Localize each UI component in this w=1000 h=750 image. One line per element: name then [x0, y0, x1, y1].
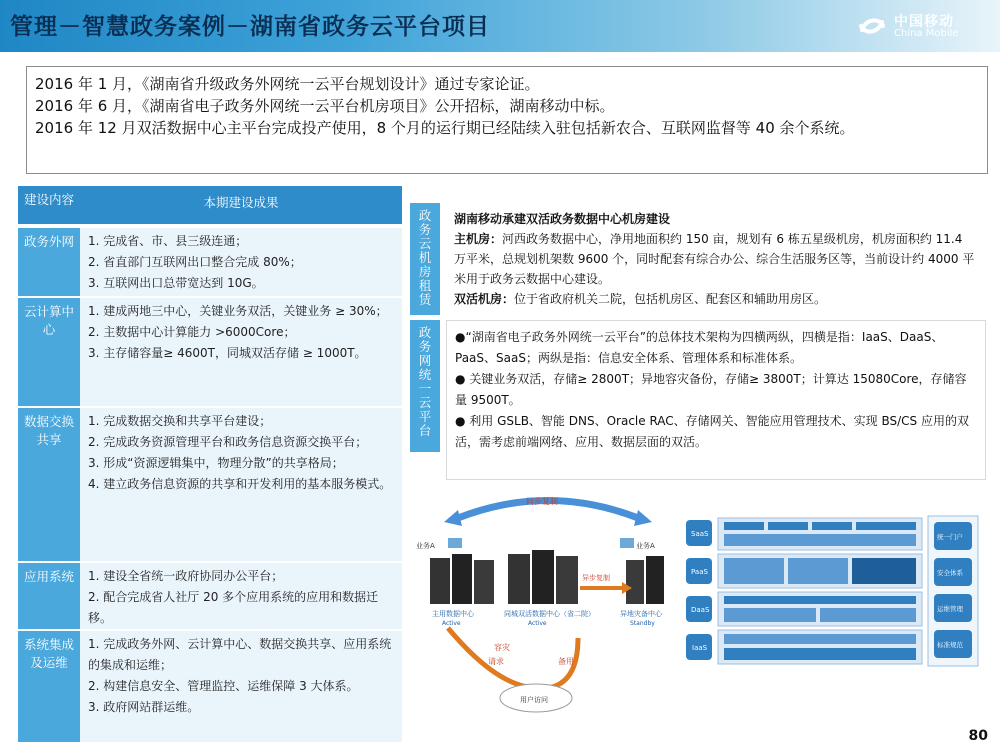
svg-text:DaaS: DaaS [691, 606, 710, 614]
disaster-recovery-center-icon [626, 556, 664, 604]
row-content [80, 563, 402, 629]
platform-info [446, 320, 986, 480]
saas-layer [686, 518, 922, 550]
laptop-icon [620, 538, 634, 548]
rental-info [446, 203, 986, 315]
secondary-dc-state: Active [528, 620, 547, 627]
row-item: 2. 完成政务资源管理平台和政务信息资源交换平台； [88, 435, 368, 449]
sync-arrow-head [634, 510, 652, 526]
secondary-datacenter-icon [508, 550, 578, 604]
table-row [18, 631, 402, 744]
page-title: 管理－智慧政务案例－湖南省政务云平台项目 [10, 14, 490, 40]
row-item: 1. 完成政务外网、云计算中心、数据交换共享、应用系统的集成和运维； [88, 637, 392, 672]
row-item: 3. 政府网站群运维。 [88, 700, 200, 714]
intro-line: 2016 年 12 月双活数据中心主平台完成投产使用，8 个月的运行期已经陆续入驻包括新农合、互联网监督等 40 余个系统。 [35, 119, 855, 137]
row-title: 系统集成及运维 [18, 631, 80, 742]
row-item: 2. 主数据中心计算能力 >6000Core； [88, 325, 296, 339]
secondary-dc-label: 同城双活数据中心（省二院） [504, 610, 595, 618]
row-content [80, 631, 402, 742]
svg-text:安全体系: 安全体系 [937, 569, 963, 577]
table-header-row [18, 186, 402, 226]
dual-room-desc: 位于省政府机关二院，包括机房区、配套区和辅助用房区。 [514, 292, 827, 306]
svg-text:SaaS: SaaS [691, 530, 709, 538]
table-row [18, 563, 402, 631]
row-item: 1. 建成两地三中心，关键业务双活，关键业务 ≥ 30%； [88, 304, 388, 318]
row-item: 4. 建立政务信息资源的共享和开发利用的基本服务模式。 [88, 477, 392, 491]
main-room-text [454, 229, 978, 289]
recovery-label: 容灾 [494, 643, 510, 652]
main-room-label: 主机房： [454, 232, 503, 246]
intro-line: 2016 年 6 月，《湖南省电子政务外网统一云平台机房项目》公开招标，湖南移动中标。 [35, 97, 615, 115]
dual-active-datacenter-diagram [408, 488, 692, 724]
row-item: 1. 完成数据交换和共享平台建设； [88, 414, 272, 428]
logo-english-text: China Mobile [894, 28, 959, 39]
tab-unified-cloud-platform [410, 320, 440, 452]
platform-bullet: ● 利用 GSLB、智能 DNS、Oracle RAC、存储网关、智能应用管理技术、实现 BS/CS 应用的双活，需考虑前端网络、应用、数据层面的双活。 [455, 414, 969, 449]
paas-layer [686, 554, 922, 588]
platform-bullet: ●“湖南省电子政务外网统一云平台”的总体技术架构为四横两纵，四横是指：IaaS、DaaS、PaaS、SaaS；两纵是指：信息安全体系、管理体系和标准体系。 [455, 330, 944, 365]
row-item: 1. 建设全省统一政府协同办公平台； [88, 569, 284, 583]
table-header-content: 建设内容 [18, 186, 80, 224]
row-content [80, 298, 402, 406]
logo-chinese-text: 中国移动 [894, 14, 954, 30]
async-label: 异步复制 [582, 574, 610, 582]
main-room-desc: 河西政务数据中心，净用地面积约 150 亩，规划有 6 栋五星级机房，机房面积约 11.4 万平米，总规划机架数 9600 个，同时配套有综合办公、综合生活服务区等，当前设计约 4000 平米用于政务云数据中心建设。 [454, 232, 975, 286]
biz-a-right-label: 业务A [636, 542, 655, 550]
title-bar [0, 0, 1000, 52]
primary-dc-state: Active [442, 620, 461, 627]
row-content [80, 228, 402, 296]
row-item: 2. 构建信息安全、管理监控、运维保障 3 大体系。 [88, 679, 359, 693]
row-content [80, 408, 402, 561]
primary-dc-label: 主用数据中心 [432, 610, 474, 618]
svg-text:IaaS: IaaS [692, 644, 708, 652]
intro-box [26, 66, 988, 174]
dr-center-label: 异地灾备中心 [620, 610, 662, 618]
intro-line: 2016 年 1 月，《湖南省升级政务外网统一云平台规划设计》通过专家论证。 [35, 75, 540, 93]
row-title: 数据交换共享 [18, 408, 80, 561]
table-row [18, 408, 402, 563]
request-label: 请求 [488, 657, 504, 666]
platform-bullet: ● 关键业务双活，存储≥ 2800T；异地容灾备份，存储≥ 3800T；计算达 15080Core，存储容量 9500T。 [455, 372, 967, 407]
tab-label: 政务网统一云平台 [418, 325, 432, 438]
svg-text:统一门户: 统一门户 [937, 533, 963, 541]
row-title: 应用系统 [18, 563, 80, 629]
vertical-system-column [928, 516, 978, 666]
china-mobile-logo-icon [856, 10, 888, 42]
dr-center-state: Standby [630, 620, 655, 627]
table-header-results: 本期建设成果 [80, 186, 402, 224]
sync-arrow-head-left [444, 510, 462, 526]
biz-a-left-label: 业务A [416, 542, 435, 550]
rental-heading: 湖南移动承建双活政务数据中心机房建设 [454, 212, 671, 226]
cloud-architecture-diagram [684, 512, 980, 668]
row-item: 3. 形成“资源逻辑集中，物理分散”的共享格局； [88, 456, 344, 470]
row-item: 2. 配合完成省人社厅 20 多个应用系统的应用和数据迁移。 [88, 590, 379, 625]
construction-table [18, 186, 402, 744]
tab-datacenter-rental [410, 203, 440, 315]
svg-text:PaaS: PaaS [691, 568, 708, 576]
row-item: 3. 主存储容量≥ 4600T，同城双活存储 ≥ 1000T。 [88, 346, 367, 360]
china-mobile-logo [856, 10, 986, 44]
row-item: 1. 完成省、市、县三级连通； [88, 234, 248, 248]
row-item: 2. 省直部门互联网出口整合完成 80%； [88, 255, 302, 269]
row-title: 政务外网 [18, 228, 80, 296]
dual-room-label: 双活机房： [454, 292, 515, 306]
sync-label: 同步复制 [526, 497, 558, 506]
table-row [18, 228, 402, 298]
svg-text:运维管理: 运维管理 [937, 605, 963, 613]
table-row [18, 298, 402, 408]
row-item: 3. 互联网出口总带宽达到 10G。 [88, 276, 264, 290]
standby-label: 备用 [558, 657, 574, 666]
laptop-icon [448, 538, 462, 548]
page-number: 80 [968, 728, 988, 744]
daas-layer [686, 592, 922, 626]
primary-datacenter-icon [430, 554, 494, 604]
svg-text:标准规范: 标准规范 [937, 641, 963, 649]
tab-label: 政务云机房租赁 [418, 208, 432, 307]
user-access-label: 用户访问 [520, 696, 548, 704]
iaas-layer [686, 630, 922, 664]
row-title: 云计算中心 [18, 298, 80, 406]
dual-room-text [454, 289, 978, 309]
